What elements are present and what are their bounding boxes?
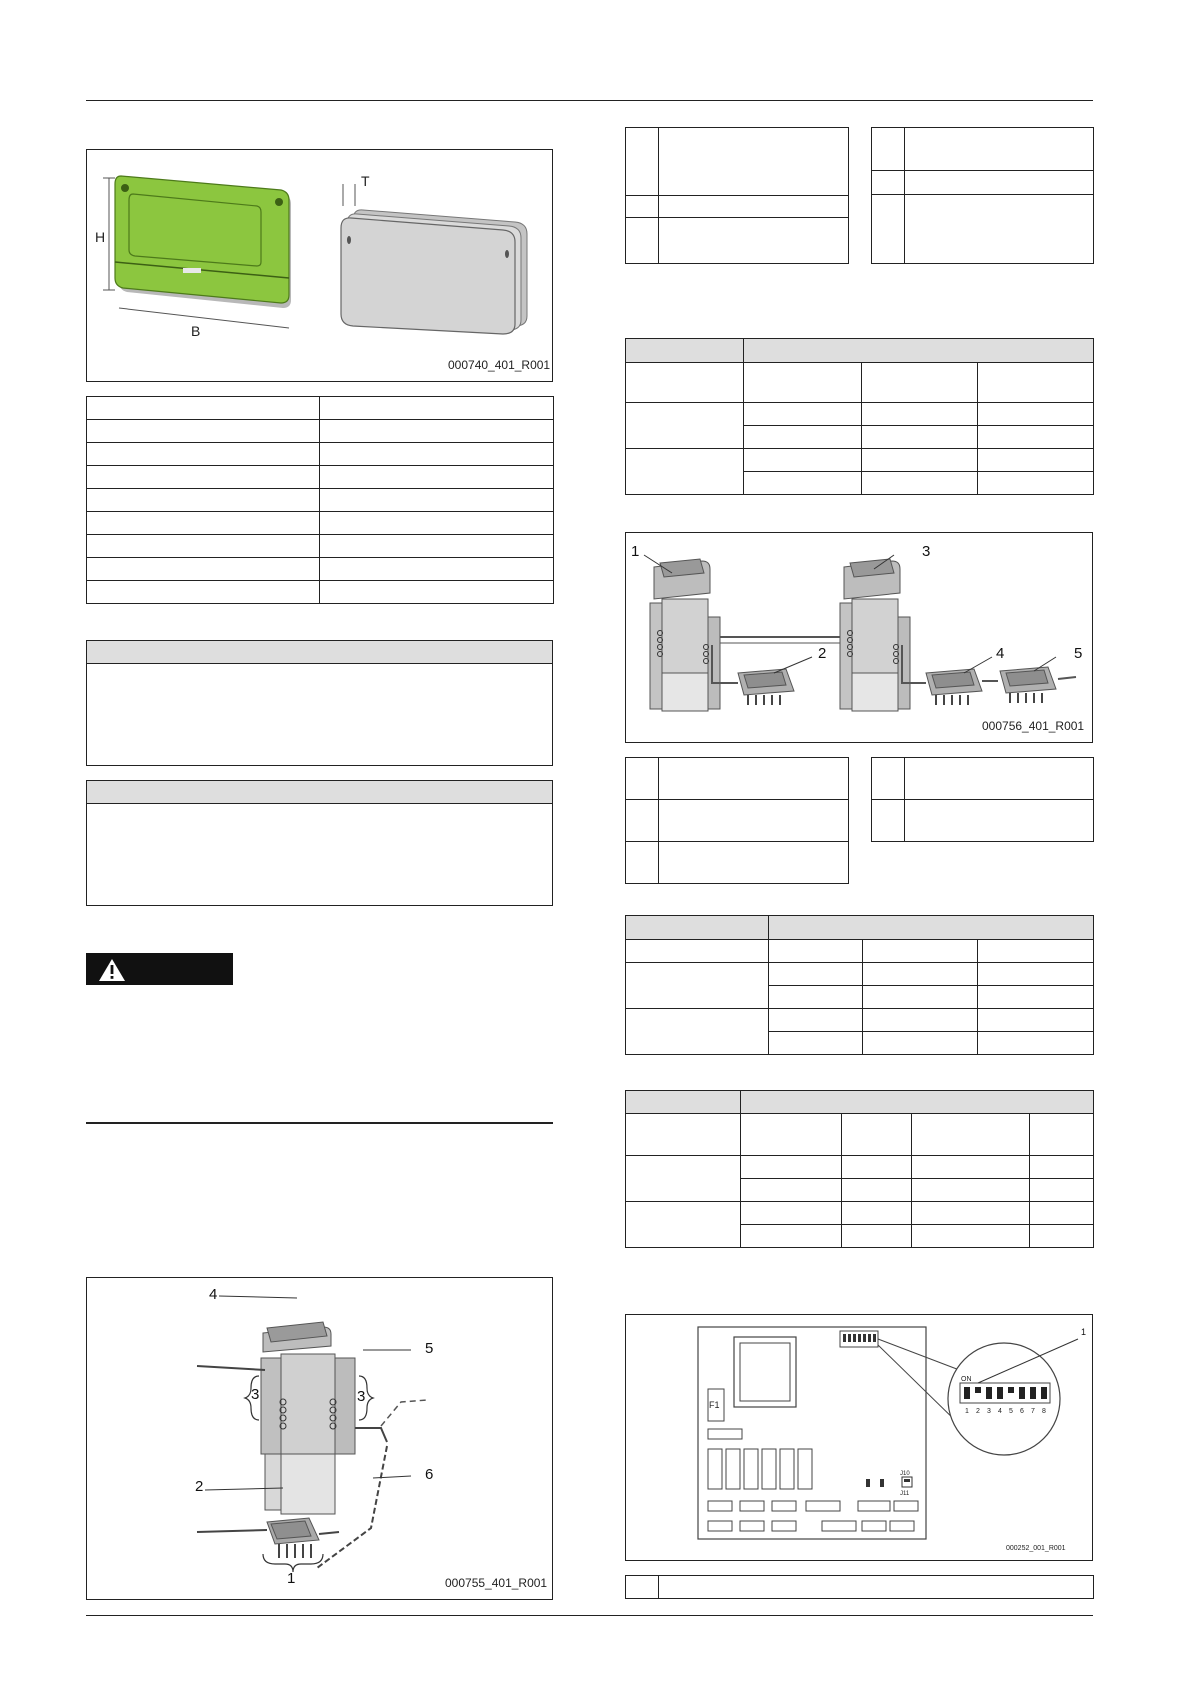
circuit-board-illustration: [626, 1315, 1092, 1560]
dip-number-2: 2: [976, 1408, 980, 1415]
legend-table-top-left: [625, 127, 849, 264]
callout-4: 4: [209, 1286, 218, 1303]
table-cell: [862, 426, 978, 449]
legend-number-cell: [626, 128, 659, 196]
table-cell: [741, 1202, 842, 1225]
table-cell: [863, 1032, 978, 1055]
figure-code-housing: 000740_401_R001: [448, 358, 551, 372]
legend-text-cell: [659, 758, 849, 800]
table-cell: [1030, 1225, 1094, 1248]
legend-text-cell: [659, 128, 849, 196]
table-cell: [862, 472, 978, 495]
warning-label: [86, 953, 233, 985]
figure-installation: [86, 1277, 553, 1600]
table-header-cell: [741, 1091, 1094, 1114]
grey-rear-housing: [341, 210, 527, 334]
callout-3: 3: [922, 543, 931, 560]
legend-text-cell: [659, 800, 849, 842]
table-cell: [769, 986, 863, 1009]
dim-label-b: B: [191, 323, 201, 339]
data-table-a: [625, 338, 1094, 495]
data-table-b: [625, 915, 1094, 1055]
table-cell: [626, 940, 769, 963]
dim-label-h: H: [95, 229, 106, 245]
table-cell: [863, 940, 978, 963]
table-cell: [978, 940, 1094, 963]
table-cell: [87, 420, 320, 443]
table-cell: [912, 1225, 1030, 1248]
table-cell: [744, 403, 862, 426]
table-cell: [87, 466, 320, 489]
legend-number-cell: [626, 196, 659, 218]
legend-table-top-right: [871, 127, 1094, 264]
legend-table-mid-left: [625, 757, 849, 884]
table-cell: [769, 963, 863, 986]
note-header-bar: [87, 781, 552, 804]
callout-1: 1: [287, 1570, 296, 1587]
board-label-f1: F1: [709, 1400, 720, 1410]
table-cell: [320, 466, 554, 489]
table-cell: [741, 1225, 842, 1248]
table-header-cell: [769, 916, 1094, 940]
green-control-unit: [115, 176, 291, 308]
table-cell: [744, 363, 862, 403]
table-cell: [626, 363, 744, 403]
dip-number-6: 6: [1020, 1408, 1024, 1415]
table-cell: [744, 426, 862, 449]
table-header-cell: [626, 916, 769, 940]
section-rule: [86, 1122, 553, 1124]
legend-text-cell: [659, 842, 849, 884]
table-cell: [1030, 1156, 1094, 1179]
table-cell: [741, 1156, 842, 1179]
table-cell: [626, 963, 769, 1009]
footer-rule: [86, 1615, 1093, 1616]
table-cell: [912, 1179, 1030, 1202]
table-cell: [769, 940, 863, 963]
table-cell: [626, 1156, 741, 1202]
table-cell: [320, 397, 554, 420]
technical-data-table: [86, 396, 554, 604]
table-header-cell: [626, 339, 744, 363]
table-cell: [863, 963, 978, 986]
legend-number-cell: [872, 195, 905, 264]
table-cell: [320, 581, 554, 604]
dip-number-1: 1: [965, 1408, 969, 1415]
table-cell: [320, 489, 554, 512]
table-cell: [87, 512, 320, 535]
figure-bus-topology: [625, 532, 1093, 743]
dim-label-t: T: [361, 173, 370, 189]
table-cell: [1030, 1114, 1094, 1156]
table-header-cell: [744, 339, 1094, 363]
table-cell: [744, 472, 862, 495]
table-cell: [1030, 1179, 1094, 1202]
table-cell: [978, 426, 1094, 449]
callout-3-right: 3: [357, 1388, 366, 1405]
legend-text-cell: [659, 218, 849, 264]
table-cell: [320, 443, 554, 466]
table-cell: [978, 1009, 1094, 1032]
data-table-c: [625, 1090, 1094, 1248]
warning-triangle-icon: [96, 954, 128, 986]
legend-number-cell: [626, 1576, 659, 1599]
table-cell: [978, 363, 1094, 403]
figure-code-bus: 000756_401_R001: [982, 719, 1085, 733]
table-cell: [320, 535, 554, 558]
figure-housing: [86, 149, 553, 382]
table-header-cell: [626, 1091, 741, 1114]
table-cell: [626, 1202, 741, 1248]
table-cell: [741, 1179, 842, 1202]
table-cell: [320, 420, 554, 443]
legend-text-cell: [905, 171, 1094, 195]
legend-table-bottom: [625, 1575, 1094, 1599]
callout-5: 5: [425, 1340, 434, 1357]
table-cell: [978, 963, 1094, 986]
figure-code-installation: 000755_401_R001: [445, 1576, 548, 1590]
table-cell: [978, 403, 1094, 426]
table-cell: [842, 1225, 912, 1248]
table-cell: [87, 489, 320, 512]
callout-4: 4: [996, 645, 1005, 662]
legend-number-cell: [626, 842, 659, 884]
bus-topology-illustration: [626, 533, 1092, 742]
table-cell: [1030, 1202, 1094, 1225]
figure-code-board: 000252_001_R001: [1006, 1545, 1066, 1552]
figure-circuit-board: [625, 1314, 1093, 1561]
callout-2: 2: [195, 1478, 204, 1495]
table-cell: [626, 1009, 769, 1055]
legend-text-cell: [905, 800, 1094, 842]
table-cell: [87, 397, 320, 420]
callout-6: 6: [425, 1466, 434, 1483]
callout-1: 1: [1081, 1327, 1087, 1337]
dip-number-3: 3: [987, 1408, 991, 1415]
dip-number-8: 8: [1042, 1408, 1046, 1415]
legend-number-cell: [872, 171, 905, 195]
table-cell: [978, 472, 1094, 495]
legend-number-cell: [872, 800, 905, 842]
legend-number-cell: [626, 218, 659, 264]
legend-text-cell: [659, 1576, 1094, 1599]
table-cell: [842, 1156, 912, 1179]
table-cell: [626, 449, 744, 495]
callout-3-left: 3: [251, 1386, 260, 1403]
table-cell: [741, 1114, 842, 1156]
table-cell: [912, 1202, 1030, 1225]
dip-number-4: 4: [998, 1408, 1002, 1415]
table-cell: [912, 1156, 1030, 1179]
table-cell: [978, 986, 1094, 1009]
table-cell: [912, 1114, 1030, 1156]
table-cell: [862, 363, 978, 403]
callout-1: 1: [631, 543, 640, 560]
table-cell: [87, 535, 320, 558]
legend-number-cell: [872, 758, 905, 800]
legend-number-cell: [626, 758, 659, 800]
table-cell: [863, 986, 978, 1009]
dip-label-on: ON: [961, 1376, 972, 1383]
board-label-j11: J11: [900, 1491, 910, 1497]
table-cell: [863, 1009, 978, 1032]
table-cell: [978, 1032, 1094, 1055]
note-box-1: [86, 640, 553, 766]
table-cell: [842, 1114, 912, 1156]
table-cell: [626, 403, 744, 449]
table-cell: [769, 1009, 863, 1032]
housing-illustration: [87, 150, 552, 381]
table-cell: [87, 581, 320, 604]
installation-illustration: [87, 1278, 552, 1599]
table-cell: [862, 403, 978, 426]
legend-text-cell: [905, 128, 1094, 171]
legend-number-cell: [872, 128, 905, 171]
table-cell: [87, 558, 320, 581]
table-cell: [842, 1202, 912, 1225]
table-cell: [87, 443, 320, 466]
note-header-bar: [87, 641, 552, 664]
legend-table-mid-right: [871, 757, 1094, 842]
legend-text-cell: [905, 758, 1094, 800]
table-cell: [842, 1179, 912, 1202]
note-box-2: [86, 780, 553, 906]
dip-number-7: 7: [1031, 1408, 1035, 1415]
callout-5: 5: [1074, 645, 1083, 662]
dip-number-5: 5: [1009, 1408, 1013, 1415]
header-rule: [86, 100, 1093, 101]
table-cell: [626, 1114, 741, 1156]
table-cell: [320, 512, 554, 535]
board-label-j10: J10: [900, 1471, 910, 1477]
table-cell: [320, 558, 554, 581]
table-cell: [744, 449, 862, 472]
legend-text-cell: [659, 196, 849, 218]
table-cell: [978, 449, 1094, 472]
callout-2: 2: [818, 645, 827, 662]
table-cell: [769, 1032, 863, 1055]
legend-text-cell: [905, 195, 1094, 264]
table-cell: [862, 449, 978, 472]
legend-number-cell: [626, 800, 659, 842]
